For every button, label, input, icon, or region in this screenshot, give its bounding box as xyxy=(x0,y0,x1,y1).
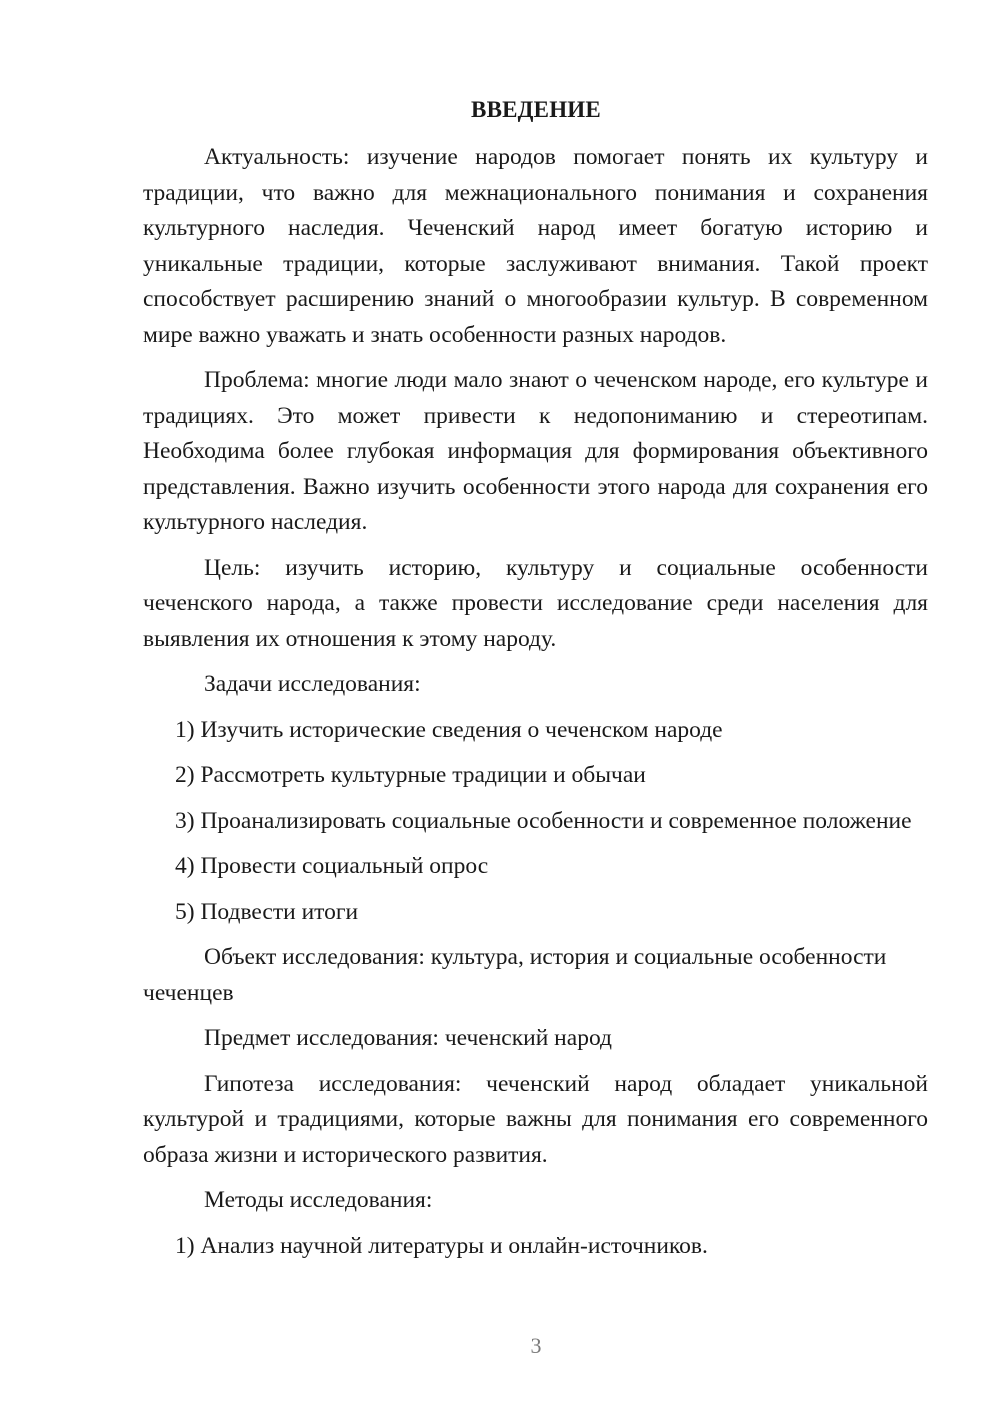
page-number: 3 xyxy=(530,1333,542,1358)
document-body xyxy=(143,140,928,1274)
task-list-item: 4) Провести социальный опрос xyxy=(175,853,489,879)
subject-paragraph: Предмет исследования: чеченский народ xyxy=(204,1025,612,1051)
goal-paragraph: Цель: изучить историю, культуру и социальные особенности чеченского народа, а также провести исследование среди населения для выявления их отношения к этому народу. xyxy=(143,554,928,652)
method-list-item: 1) Анализ научной литературы и онлайн-источников. xyxy=(175,1232,708,1259)
object-paragraph: Объект исследования: культура, история и социальные особенности чеченцев xyxy=(143,944,887,1006)
task-list-item: 3) Проанализировать социальные особенности и современное положение xyxy=(175,807,912,834)
methods-heading: Методы исследования: xyxy=(204,1187,433,1213)
relevance-paragraph: Актуальность: изучение народов помогает понять их культуру и традиции, что важно для межнационального понимания и сохранения культурного наследия. Чеченский народ имеет богатую историю и уникальные традиции, которые заслуживают внимания. Такой проект способствует расширению знаний о многообразии культур. В современном мире важно уважать и знать особенности разных народов. xyxy=(143,144,928,348)
page-title: ВВЕДЕНИЕ xyxy=(471,97,601,122)
task-list-item: 2) Рассмотреть культурные традиции и обычаи xyxy=(175,762,646,788)
problem-paragraph: Проблема: многие люди мало знают о чеченском народе, его культуре и традициях. Это может привести к недопониманию и стереотипам. Необходима более глубокая информация для формирования объективного представления. Важно изучить особенности этого народа для сохранения его культурного наследия. xyxy=(143,367,928,535)
hypothesis-paragraph: Гипотеза исследования: чеченский народ обладает уникальной культурой и традициями, которые важны для понимания его современного образа жизни и исторического развития. xyxy=(143,1070,928,1168)
task-list-item: 1) Изучить исторические сведения о чеченском народе xyxy=(175,716,723,743)
tasks-heading: Задачи исследования: xyxy=(204,671,421,697)
task-list-item: 5) Подвести итоги xyxy=(175,898,359,925)
